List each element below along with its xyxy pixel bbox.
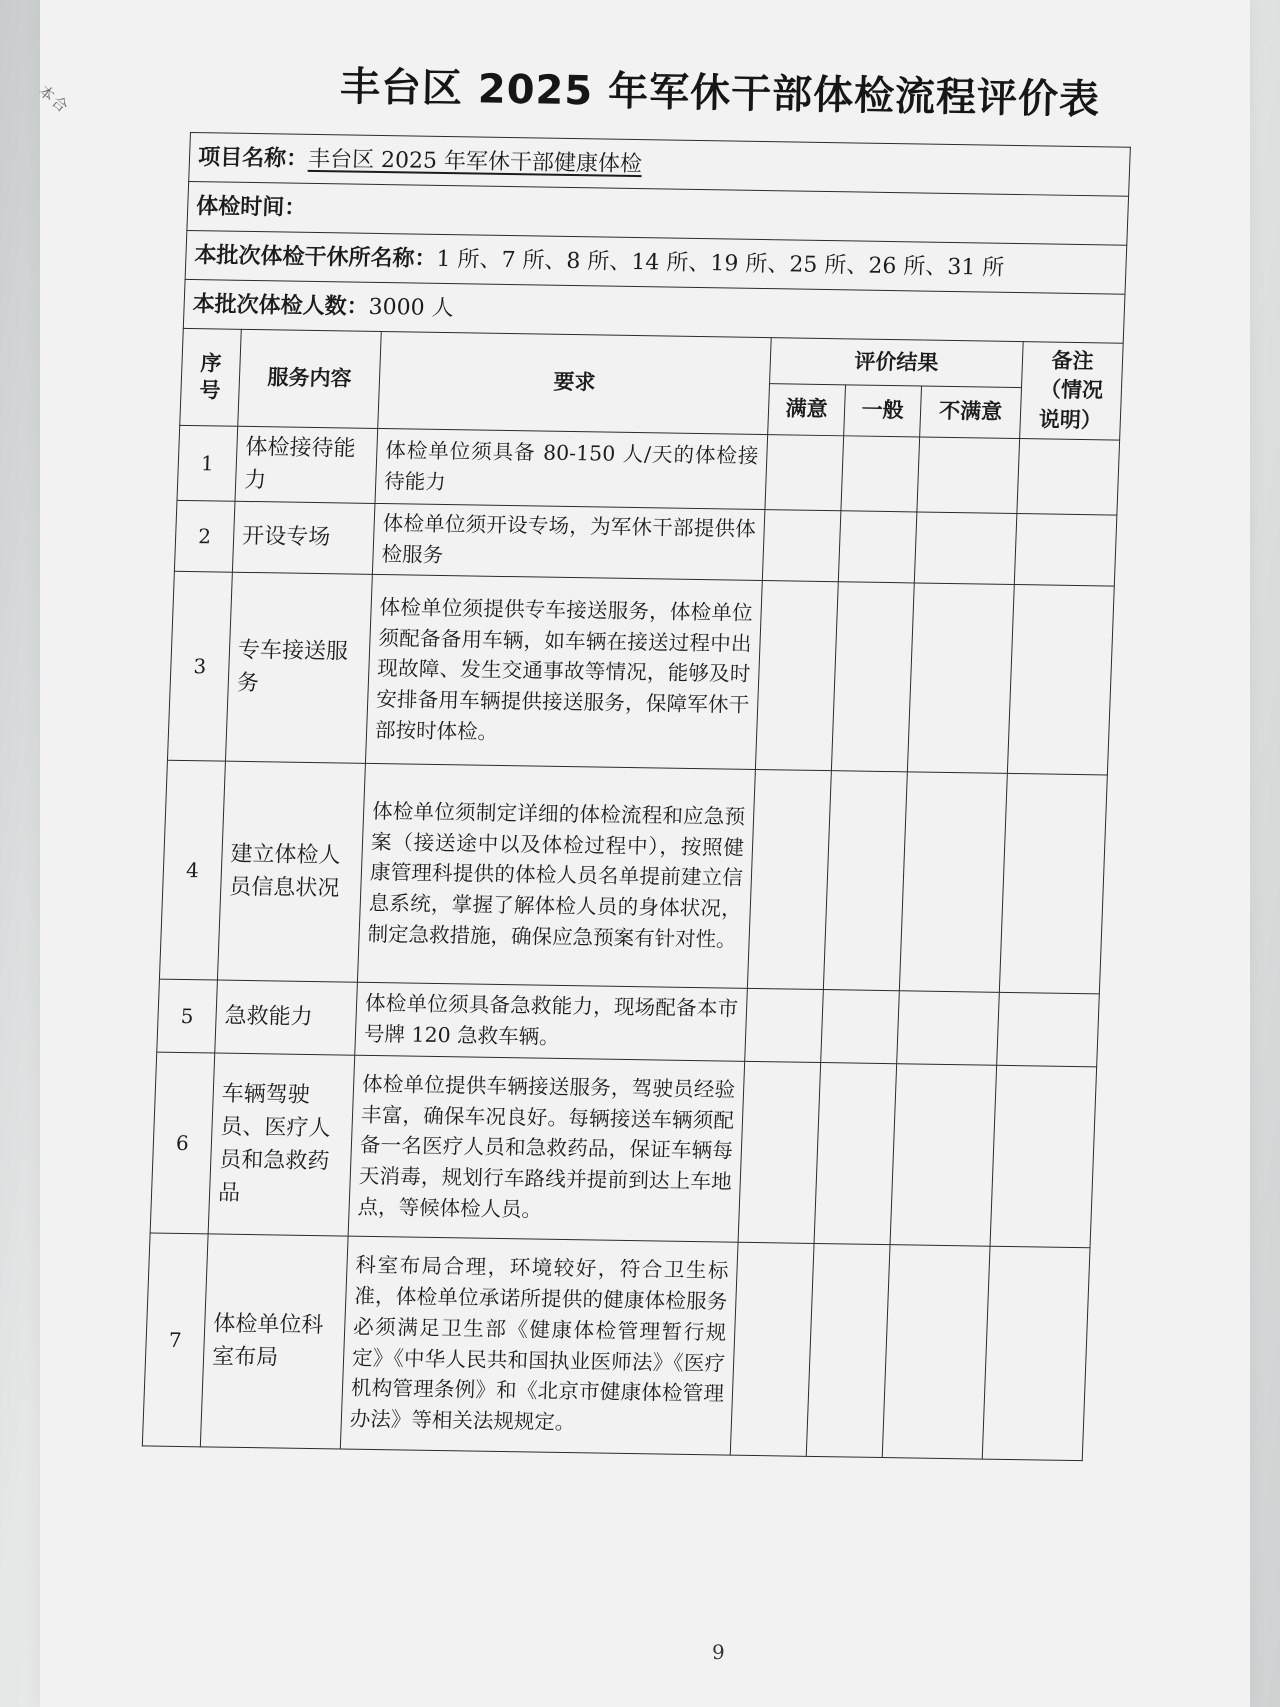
row-service: 开设专场 xyxy=(232,501,375,574)
row-seq: 6 xyxy=(150,1052,215,1234)
page-number: 9 xyxy=(712,1640,725,1664)
row-seq: 3 xyxy=(167,571,232,761)
header-requirement: 要求 xyxy=(378,332,772,435)
cell-unsatisfied[interactable] xyxy=(914,512,1017,584)
cell-satisfied[interactable] xyxy=(747,769,831,989)
cell-satisfied[interactable] xyxy=(755,580,838,770)
count-label: 本批次体检人数： xyxy=(192,291,370,320)
row-seq: 7 xyxy=(142,1233,208,1447)
row-requirement: 体检单位须提供专车接送服务，体检单位须配备备用车辆，如车辆在接送过程中出现故障、发生交通事故等情况，能够及时安排备用车辆提供接送服务，保障军休干部按时体检。 xyxy=(365,574,762,769)
cell-average[interactable] xyxy=(831,581,914,771)
row-service: 体检单位科室布局 xyxy=(200,1234,348,1449)
row-requirement: 体检单位须制定详细的体检流程和应急预案（接送途中以及体检过程中），按照健康管理科提供的体检人员名单提前建立信息系统，掌握了解体检人员的身体状况，制定急救措施，确保应急预案有针对性。 xyxy=(357,763,755,988)
cell-average[interactable] xyxy=(823,770,907,990)
row-requirement: 体检单位提供车辆接送服务，驾驶员经验丰富，确保车况良好。每辆接送车辆须配备一名医疗人员和急救药品，保证车辆每天消毒，规划行车路线并提前到达上车地点，等候体检人员。 xyxy=(348,1055,745,1242)
row-service: 急救能力 xyxy=(215,980,358,1055)
header-seq: 序号 xyxy=(180,328,242,426)
cell-average[interactable] xyxy=(806,1243,890,1457)
cell-remark[interactable] xyxy=(999,773,1107,993)
row-service: 车辆驾驶员、医疗人员和急救药品 xyxy=(208,1053,355,1236)
project-value: 丰台区 2025 年军休干部健康体检 xyxy=(307,146,643,177)
cell-satisfied[interactable] xyxy=(738,1061,821,1243)
cell-average[interactable] xyxy=(841,436,920,512)
row-service: 专车接送服务 xyxy=(225,572,372,763)
row-seq: 4 xyxy=(159,760,225,980)
header-result: 评价结果 xyxy=(770,338,1024,388)
cell-unsatisfied[interactable] xyxy=(899,772,1007,992)
cell-average[interactable] xyxy=(821,989,900,1063)
header-satisfied: 满意 xyxy=(768,384,846,436)
cell-remark[interactable] xyxy=(982,1246,1090,1460)
table-row xyxy=(167,571,1114,775)
time-label: 体检时间： xyxy=(195,193,307,221)
row-service: 建立体检人员信息状况 xyxy=(217,761,365,982)
cell-unsatisfied[interactable] xyxy=(917,437,1020,514)
row-requirement: 体检单位须具备急救能力，现场配备本市号牌 120 急救车辆。 xyxy=(355,982,748,1061)
cell-unsatisfied[interactable] xyxy=(882,1244,990,1458)
cell-satisfied[interactable] xyxy=(730,1242,814,1456)
header-unsatisfied: 不满意 xyxy=(920,386,1022,438)
cell-average[interactable] xyxy=(838,511,917,583)
row-seq: 1 xyxy=(177,426,238,502)
document-title: 丰台区 2025 年军休干部体检流程评价表 xyxy=(339,64,1101,124)
row-requirement: 体检单位须开设专场，为军休干部提供体检服务 xyxy=(372,504,765,581)
document-page xyxy=(35,0,1250,1707)
project-label: 项目名称： xyxy=(197,144,309,172)
cell-unsatisfied[interactable] xyxy=(890,1063,997,1245)
row-requirement: 科室布局合理，环境较好，符合卫生标准，体检单位承诺所提供的健康体检服务必须满足卫生部《健康体检管理暂行规定》《中华人民共和国执业医师法》《医疗机构管理条例》和《北京市健康体检管理办法》等相关法规规定。 xyxy=(340,1236,738,1455)
count-value: 3000 人 xyxy=(368,294,455,321)
cell-satisfied[interactable] xyxy=(765,435,844,511)
header-service: 服务内容 xyxy=(238,329,382,428)
units-value: 1 所、7 所、8 所、14 所、19 所、25 所、26 所、31 所 xyxy=(436,246,1005,281)
row-service: 体检接待能力 xyxy=(235,426,378,503)
cell-remark[interactable] xyxy=(1017,439,1120,516)
row-requirement: 体检单位须具备 80-150 人/天的体检接待能力 xyxy=(375,429,768,510)
header-average: 一般 xyxy=(844,385,922,437)
cell-satisfied[interactable] xyxy=(745,988,824,1062)
margin-note: 本合 xyxy=(35,81,73,118)
cell-average[interactable] xyxy=(814,1062,897,1244)
units-label: 本批次体检干休所名称： xyxy=(194,242,437,272)
table-row xyxy=(142,1233,1090,1461)
table-row xyxy=(150,1052,1097,1248)
cell-unsatisfied[interactable] xyxy=(897,990,1000,1065)
cell-unsatisfied[interactable] xyxy=(907,583,1014,773)
row-seq: 5 xyxy=(157,979,218,1053)
evaluation-form xyxy=(142,132,1130,1461)
cell-remark[interactable] xyxy=(990,1065,1097,1247)
cell-remark[interactable] xyxy=(1007,584,1114,774)
row-seq: 2 xyxy=(174,501,235,572)
cell-remark[interactable] xyxy=(1014,514,1117,586)
header-remark: 备注（情况说明） xyxy=(1020,342,1124,441)
evaluation-table xyxy=(142,132,1131,1461)
cell-remark[interactable] xyxy=(997,992,1100,1067)
cell-satisfied[interactable] xyxy=(762,510,841,582)
table-row xyxy=(159,760,1107,994)
